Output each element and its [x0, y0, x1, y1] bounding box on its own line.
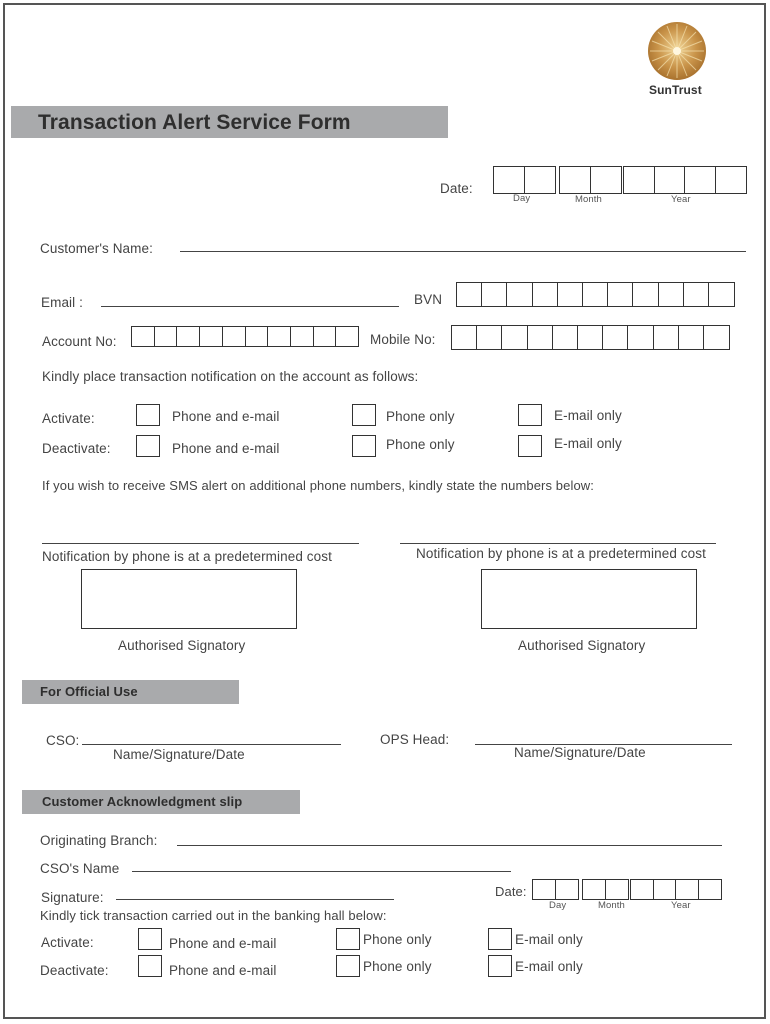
- email-field[interactable]: [101, 306, 399, 307]
- signature-box-right[interactable]: [481, 569, 697, 629]
- ack-activate-phone-email-checkbox[interactable]: [138, 928, 162, 950]
- account-number-boxes[interactable]: [131, 326, 359, 347]
- deactivate-phone-email-checkbox[interactable]: [136, 435, 160, 457]
- sms-instruction: If you wish to receive SMS alert on additional phone numbers, kindly state the numbers below:: [42, 478, 594, 493]
- date-label: Date:: [440, 181, 473, 196]
- originating-branch-label: Originating Branch:: [40, 833, 158, 848]
- date-day-label: Day: [513, 193, 531, 204]
- ack-date-month-label: Month: [598, 900, 625, 911]
- ack-activate-label: Activate:: [41, 935, 94, 950]
- activate-phone-only-checkbox[interactable]: [352, 404, 376, 426]
- ack-deactivate-email-only-label: E-mail only: [515, 959, 583, 974]
- additional-phone-field-1[interactable]: [42, 543, 359, 544]
- mobile-label: Mobile No:: [370, 332, 436, 347]
- notification-instruction: Kindly place transaction notification on the account as follows:: [42, 369, 419, 384]
- activate-phone-email-label: Phone and e-mail: [172, 409, 280, 424]
- ack-date-month-boxes[interactable]: [582, 879, 629, 900]
- ack-deactivate-phone-email-label: Phone and e-mail: [169, 963, 277, 978]
- customer-name-field[interactable]: [180, 251, 746, 252]
- date-year-label: Year: [671, 194, 691, 205]
- deactivate-email-only-checkbox[interactable]: [518, 435, 542, 457]
- deactivate-phone-only-checkbox[interactable]: [352, 435, 376, 457]
- signature-box-left[interactable]: [81, 569, 297, 629]
- bvn-boxes[interactable]: [456, 282, 735, 307]
- ack-deactivate-phone-only-label: Phone only: [363, 959, 432, 974]
- brand-name: SunTrust: [649, 83, 702, 97]
- deactivate-phone-only-label: Phone only: [386, 437, 455, 452]
- date-month-boxes[interactable]: [559, 166, 622, 194]
- sun-logo-icon: [642, 20, 712, 82]
- ack-activate-phone-only-label: Phone only: [363, 932, 432, 947]
- account-label: Account No:: [42, 334, 117, 349]
- ops-head-label: OPS Head:: [380, 732, 450, 747]
- ack-deactivate-phone-email-checkbox[interactable]: [138, 955, 162, 977]
- activate-label: Activate:: [42, 411, 95, 426]
- cso-name-field[interactable]: [132, 871, 511, 872]
- ops-head-sub-label: Name/Signature/Date: [514, 745, 646, 760]
- date-day-boxes[interactable]: [493, 166, 556, 194]
- bvn-label: BVN: [414, 292, 443, 307]
- cost-note-right: Notification by phone is at a predetermined cost: [416, 546, 706, 561]
- ack-activate-email-only-checkbox[interactable]: [488, 928, 512, 950]
- ack-date-day-boxes[interactable]: [532, 879, 579, 900]
- deactivate-phone-email-label: Phone and e-mail: [172, 441, 280, 456]
- signatory-label-right: Authorised Signatory: [518, 638, 646, 653]
- email-label: Email :: [41, 295, 83, 310]
- ack-deactivate-label: Deactivate:: [40, 963, 109, 978]
- acknowledgment-heading: Customer Acknowledgment slip: [42, 794, 243, 809]
- cso-name-label: CSO's Name: [40, 861, 120, 876]
- tick-instruction: Kindly tick transaction carried out in the banking hall below:: [40, 908, 387, 923]
- activate-email-only-checkbox[interactable]: [518, 404, 542, 426]
- customer-name-label: Customer's Name:: [40, 241, 153, 256]
- suntrust-logo: [642, 20, 712, 82]
- page-title: Transaction Alert Service Form: [38, 111, 351, 134]
- signatory-label-left: Authorised Signatory: [118, 638, 246, 653]
- activate-email-only-label: E-mail only: [554, 408, 622, 423]
- cso-sub-label: Name/Signature/Date: [113, 747, 245, 762]
- ack-date-day-label: Day: [549, 900, 567, 911]
- date-month-label: Month: [575, 194, 602, 205]
- activate-phone-email-checkbox[interactable]: [136, 404, 160, 426]
- deactivate-email-only-label: E-mail only: [554, 436, 622, 451]
- signature-field[interactable]: [116, 899, 394, 900]
- ack-date-year-label: Year: [671, 900, 691, 911]
- activate-phone-only-label: Phone only: [386, 409, 455, 424]
- ack-deactivate-phone-only-checkbox[interactable]: [336, 955, 360, 977]
- deactivate-label: Deactivate:: [42, 441, 111, 456]
- cso-field[interactable]: [82, 744, 341, 745]
- cost-note-left: Notification by phone is at a predetermined cost: [42, 549, 332, 564]
- ack-date-year-boxes[interactable]: [630, 879, 722, 900]
- date-year-boxes[interactable]: [623, 166, 747, 194]
- originating-branch-field[interactable]: [177, 845, 722, 846]
- signature-label: Signature:: [41, 890, 104, 905]
- ack-date-label: Date:: [495, 884, 527, 899]
- official-use-heading: For Official Use: [40, 684, 138, 699]
- mobile-number-boxes[interactable]: [451, 325, 730, 350]
- ack-deactivate-email-only-checkbox[interactable]: [488, 955, 512, 977]
- ack-activate-phone-only-checkbox[interactable]: [336, 928, 360, 950]
- cso-label: CSO:: [46, 733, 80, 748]
- ack-activate-phone-email-label: Phone and e-mail: [169, 936, 277, 951]
- additional-phone-field-2[interactable]: [400, 543, 716, 544]
- ack-activate-email-only-label: E-mail only: [515, 932, 583, 947]
